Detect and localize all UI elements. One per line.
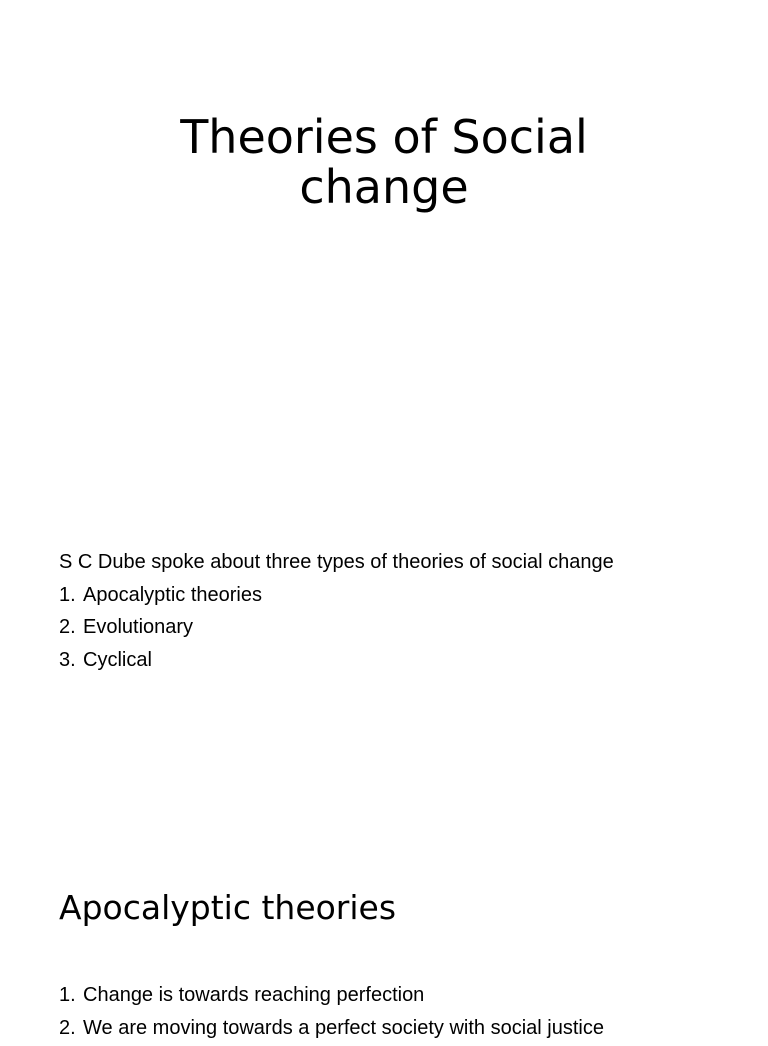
- list-item-number: 2.: [59, 1014, 83, 1046]
- intro-block: [59, 548, 749, 678]
- list-item-text: Cyclical: [83, 646, 152, 679]
- list-item-text: Change is towards reaching perfection: [83, 981, 424, 1014]
- list-item-text: Evolutionary: [83, 613, 193, 646]
- list-item: [59, 581, 749, 614]
- list-item: [59, 1014, 749, 1046]
- slide-title: [0, 112, 768, 212]
- theory-types-list: [59, 581, 749, 679]
- apocalyptic-list: [59, 981, 749, 1046]
- list-item: [59, 613, 749, 646]
- list-item-number: 1.: [59, 981, 83, 1014]
- list-item-text: We are moving towards a perfect society with social justice: [83, 1014, 604, 1046]
- slide-title-line-2: change: [299, 160, 468, 214]
- list-item-number: 3.: [59, 646, 83, 679]
- intro-text: S C Dube spoke about three types of theories of social change: [59, 548, 749, 581]
- apocalyptic-block: [59, 981, 749, 1046]
- list-item: [59, 981, 749, 1014]
- list-item-number: 1.: [59, 581, 83, 614]
- section-heading-apocalyptic: Apocalyptic theories: [59, 886, 396, 930]
- list-item-number: 2.: [59, 613, 83, 646]
- list-item: [59, 646, 749, 679]
- slide-title-line-1: Theories of Social: [180, 110, 588, 164]
- list-item-text: Apocalyptic theories: [83, 581, 262, 614]
